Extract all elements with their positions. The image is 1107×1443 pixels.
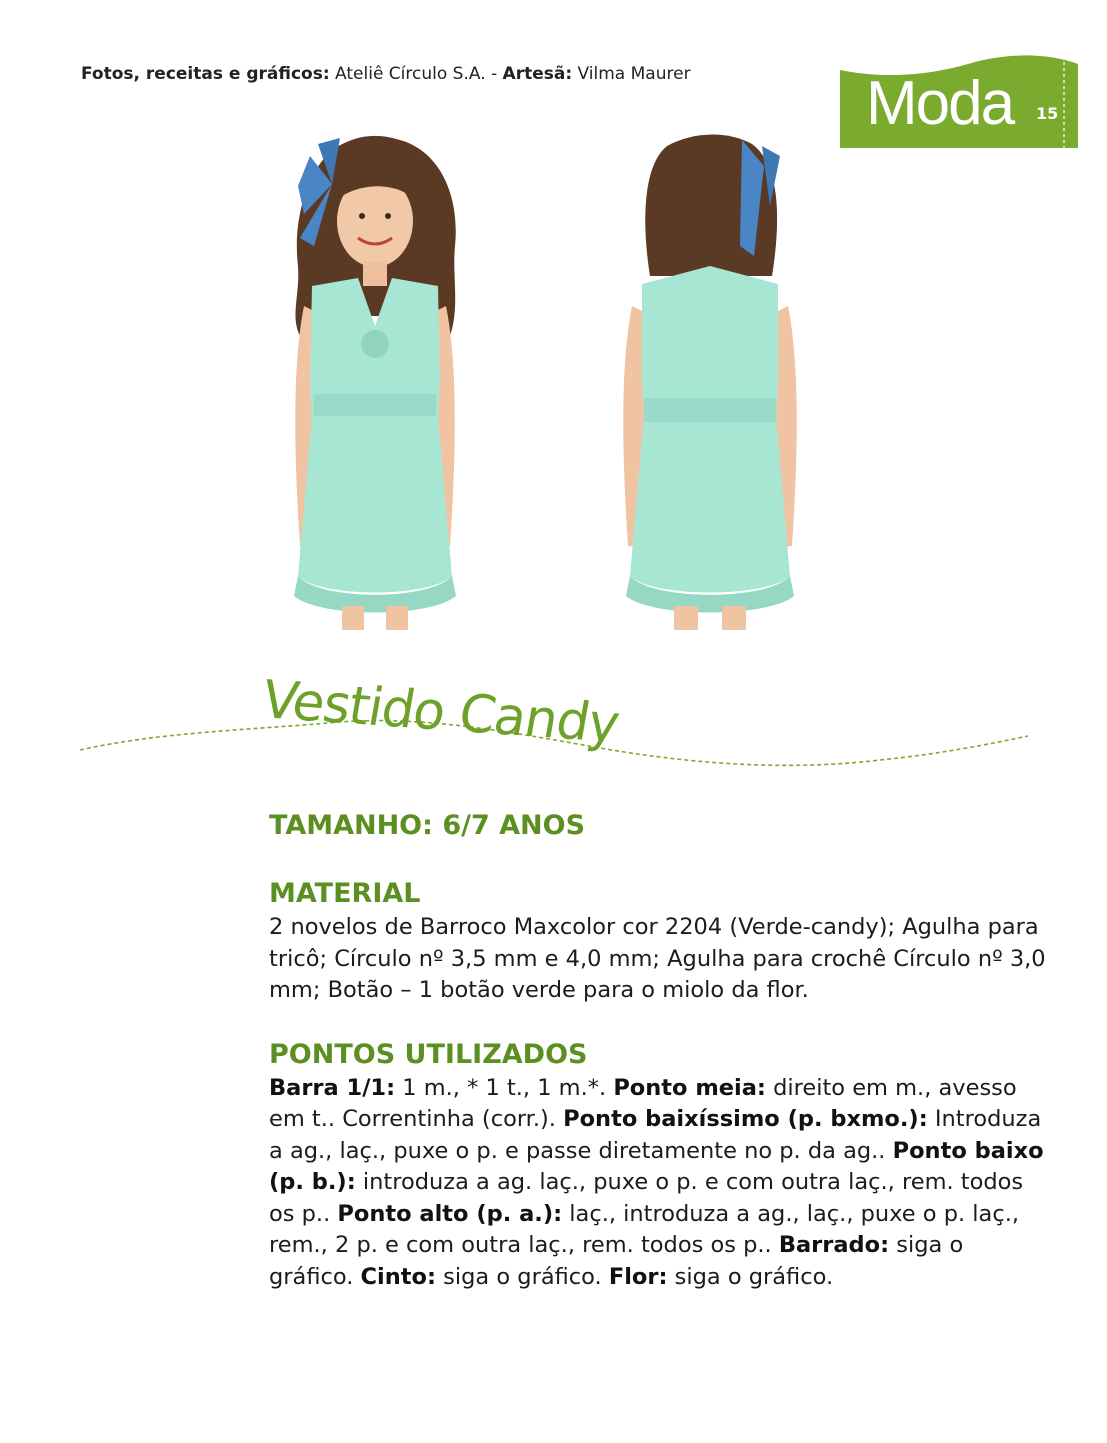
stitches-heading: PONTOS UTILIZADOS [269, 1038, 588, 1070]
stitch-desc: Introduza a ag., laç., puxe o p. e passe diretamente no p. da ag.. [269, 1106, 1042, 1164]
credits-photos-label: Fotos, receitas e gráficos: [81, 64, 330, 84]
stitches-text [269, 1073, 1049, 1294]
stitch-term: Flor: [608, 1263, 668, 1290]
stitch-term: Barrado: [778, 1232, 890, 1258]
title-block [80, 660, 1030, 780]
credits-artisan-label: Artesã: [502, 64, 573, 84]
stitch-term: Ponto meia: [613, 1074, 766, 1101]
photo-credits [81, 64, 691, 84]
material-text: 2 novelos de Barroco Maxcolor cor 2204 (Verde-candy); Agulha para tricô; Círculo nº 3,5 mm e 4,0 mm; Agulha para crochê Círculo nº 3,0 mm; Botão – 1 botão verde para o miolo da flor. [269, 914, 1046, 1003]
section-label: Moda [866, 69, 1014, 138]
stitch-desc: 1 m., * 1 t., 1 m.*. [395, 1074, 614, 1101]
stitch-term: Barra 1/1: [269, 1074, 396, 1101]
credits-photos-value: Ateliê Círculo S.A. - [335, 64, 498, 84]
child-model-front-photo [270, 126, 480, 630]
stitch-term: Ponto baixo (p. b.): [269, 1137, 1044, 1195]
stitch-desc: direito em m., avesso em t.. Correntinha (corr.). [269, 1074, 1017, 1132]
stitch-term: Cinto: [360, 1263, 437, 1290]
page-title: Vestido Candy [257, 670, 624, 755]
stitch-desc: siga o gráfico. [269, 1232, 964, 1290]
child-model-back-photo [612, 126, 808, 630]
material-heading: MATERIAL [269, 878, 421, 909]
stitch-desc: laç., introduza a ag., laç., puxe o p. laç., rem., 2 p. e com outra laç., rem. todos os p.. [269, 1200, 1020, 1258]
size-heading: TAMANHO: 6/7 ANOS [269, 810, 586, 841]
credits-artisan-value: Vilma Maurer [577, 64, 691, 84]
stitch-term: Ponto alto (p. a.): [337, 1200, 563, 1227]
stitch-desc: introduza a ag. laç., puxe o p. e com outra laç., rem. todos os p.. [269, 1169, 1024, 1227]
stitch-desc: siga o gráfico. [667, 1263, 834, 1290]
page-number: 15 [1036, 104, 1059, 123]
stitch-desc: siga o gráfico. [436, 1263, 609, 1290]
stitch-term: Ponto baixíssimo (p. bxmo.): [563, 1106, 928, 1132]
section-tab [840, 50, 1078, 148]
content-column [269, 808, 1049, 1293]
